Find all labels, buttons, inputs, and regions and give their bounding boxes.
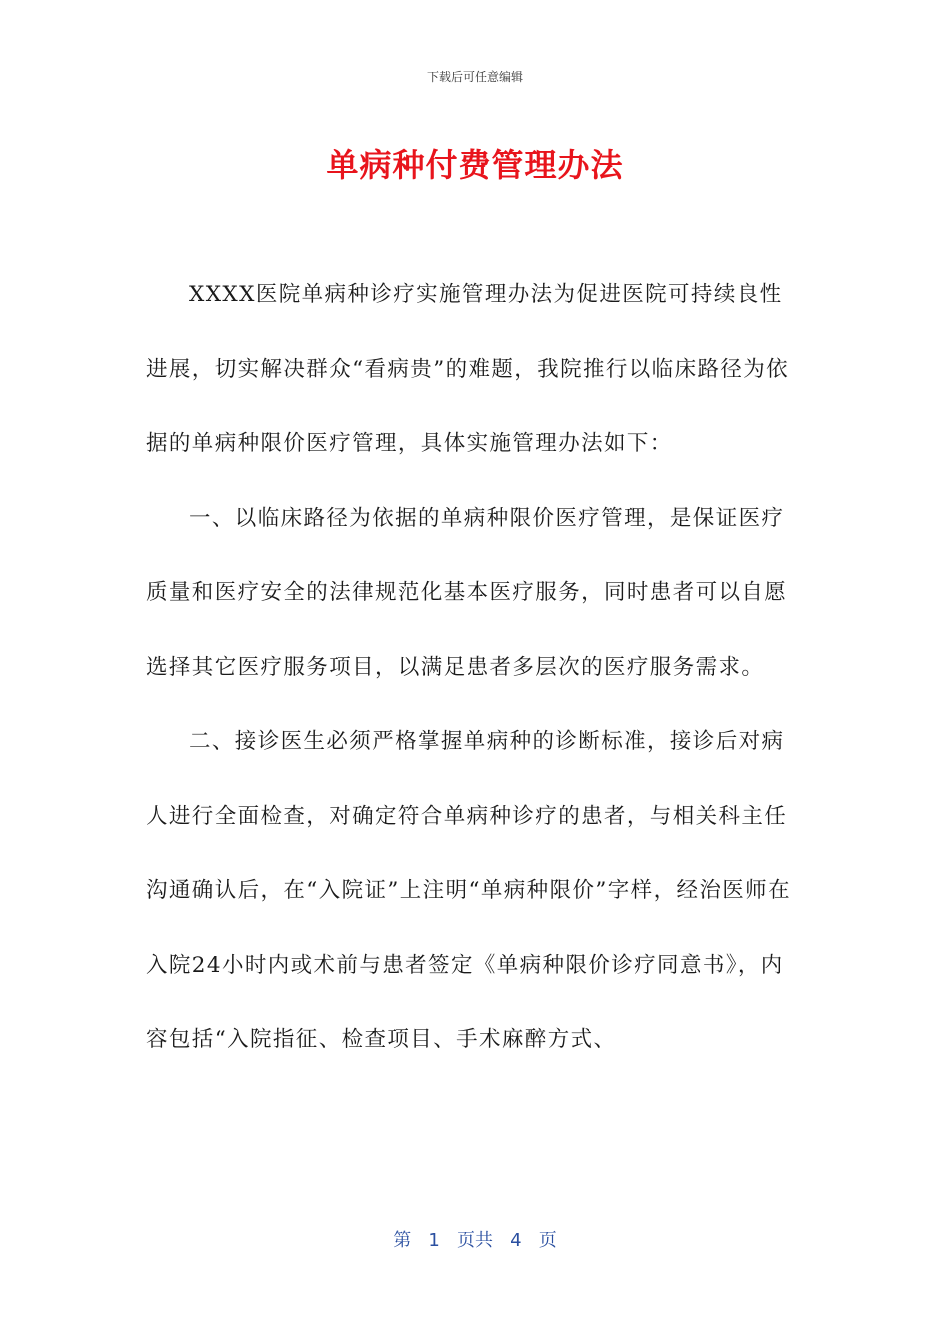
footer-suffix: 页: [538, 1230, 557, 1251]
paragraph-section-2: 二、接诊医生必须严格掌握单病种的诊断标准，接诊后对病人进行全面检查，对确定符合单病种诊疗的患者，与相关科主任沟通确认后，在“入院证”上注明“单病种限价”字样，经治医师在入院24小时内或术前与患者签定《单病种限价诊疗同意书》，内容包括“入院指征、检查项目、手术麻醉方式、: [146, 729, 791, 1052]
page-footer: [0, 1226, 950, 1252]
footer-middle: 页共: [457, 1230, 493, 1251]
document-title: 单病种付费管理办法: [326, 146, 624, 184]
document-body: [146, 258, 802, 1078]
paragraph-intro: XXXX医院单病种诊疗实施管理办法为促进医院可持续良性进展，切实解决群众“看病贵”的难题，我院推行以临床路径为依据的单病种限价医疗管理，具体实施管理办法如下：: [146, 282, 790, 456]
footer-current-page: 1: [428, 1230, 440, 1251]
footer-prefix: 第: [393, 1230, 412, 1251]
paragraph-section-1: 一、以临床路径为依据的单病种限价医疗管理，是保证医疗质量和医疗安全的法律规范化基本医疗服务，同时患者可以自愿选择其它医疗服务项目，以满足患者多层次的医疗服务需求。: [146, 505, 788, 680]
footer-total-pages: 4: [510, 1230, 522, 1251]
header-note: 下载后可任意编辑: [426, 70, 523, 84]
